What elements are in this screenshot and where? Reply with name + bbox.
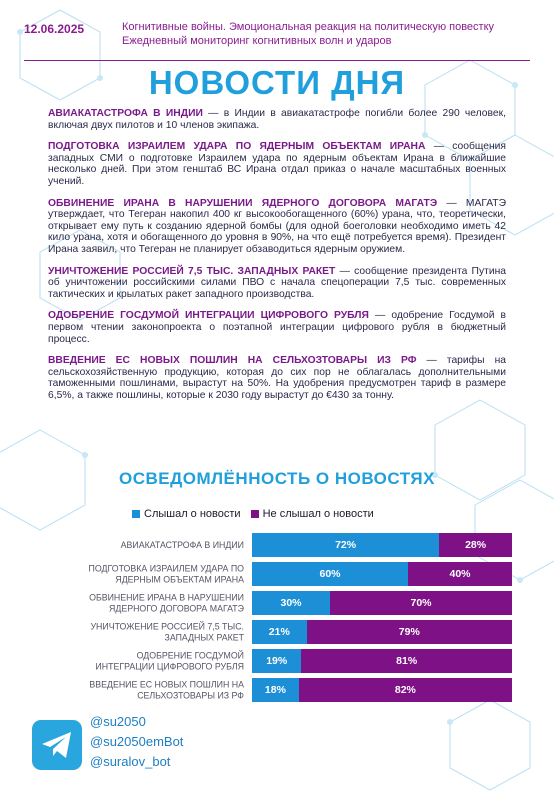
legend-swatch-heard [132, 510, 140, 518]
news-text: — сообщение президента Путина об уничтожении российскими силами ПВО с начала спецоперации 7,5 тыс. современных тактических и крылатых ракет западного производства. [48, 265, 506, 300]
category-label: ВВЕДЕНИЕ ЕС НОВЫХ ПОШЛИН НА СЕЛЬХОЗТОВАРЫ ИЗ РФ [89, 679, 244, 700]
news-item [48, 198, 506, 256]
news-headline: УНИЧТОЖЕНИЕ РОССИЕЙ 7,5 ТЫС. ЗАПАДНЫХ РАКЕТ [48, 265, 336, 277]
bar-segment-heard: 30% [252, 591, 330, 615]
news-headline: ВВЕДЕНИЕ ЕС НОВЫХ ПОШЛИН НА СЕЛЬХОЗТОВАРЫ ИЗ РФ [48, 355, 417, 367]
category-label: УНИЧТОЖЕНИЕ РОССИЕЙ 7,5 ТЫС. ЗАПАДНЫХ РАКЕТ [90, 621, 244, 642]
stacked-bar [252, 591, 512, 615]
chart-legend [132, 508, 374, 520]
news-headline: ПОДГОТОВКА ИЗРАИЛЕМ УДАРА ПО ЯДЕРНЫМ ОБЪЕКТАМ ИРАНА [48, 141, 426, 153]
legend-item-not-heard [251, 508, 374, 520]
news-title: НОВОСТИ ДНЯ [148, 64, 406, 101]
header-subtitle [122, 20, 494, 48]
news-text: — одобрение Госдумой в первом чтении законопроекта о поэтапной интеграции цифрового рубля в бюджетный процесс. [48, 310, 507, 345]
bar-segment-not-heard: 82% [299, 678, 512, 702]
header-divider [24, 60, 530, 61]
chart-row [0, 678, 554, 702]
news-text: — в Индии в авиакатастрофе погибли более 290 человек, включая двух пилотов и 10 членов экипажа. [48, 108, 506, 131]
category-label: ОБВИНЕНИЕ ИРАНА В НАРУШЕНИИ ЯДЕРНОГО ДОГОВОРА МАГАТЭ [89, 592, 244, 613]
stacked-bar [252, 620, 512, 644]
news-item [48, 108, 506, 131]
header-subtitle-line1: Когнитивные войны. Эмоциональная реакция на политическую повестку [122, 21, 495, 33]
news-headline: ОБВИНЕНИЕ ИРАНА В НАРУШЕНИИ ЯДЕРНОГО ДОГОВОРА МАГАТЭ [48, 197, 438, 209]
bar-segment-heard: 60% [252, 562, 408, 586]
chart-row [0, 649, 554, 673]
channel-links [90, 712, 183, 772]
chart-row [0, 533, 554, 557]
category-label: ОДОБРЕНИЕ ГОСДУМОЙ ИНТЕГРАЦИИ ЦИФРОВОГО РУБЛЯ [95, 650, 244, 671]
telegram-icon[interactable] [32, 720, 82, 770]
chart-row [0, 591, 554, 615]
legend-label-heard: Слышал о новости [144, 508, 241, 520]
bar-segment-not-heard: 81% [301, 649, 512, 673]
stacked-bar [252, 533, 512, 557]
bar-segment-not-heard: 40% [408, 562, 512, 586]
news-item [48, 266, 506, 301]
category-label: ПОДГОТОВКА ИЗРАИЛЕМ УДАРА ПО ЯДЕРНЫМ ОБЪЕКТАМ ИРАНА [88, 563, 244, 584]
legend-label-not-heard: Не слышал о новости [262, 508, 374, 520]
news-text: — МАГАТЭ утверждает, что Тегеран накопил 400 кг высокообогащенного (60%) урана, что, теоретически, открывает ему путь к созданию ядерной бомбы (для одной боеголовки необходимо иметь 42 кило урана, хотя и обогащенного до уровня в 90%, на что ещё потребуется время). Президент Ирана заявил, что Тегеран не планирует обзаводиться ядерным оружием. [48, 197, 506, 255]
bar-segment-not-heard: 79% [307, 620, 512, 644]
category-label: АВИАКАТАСТРОФА В ИНДИИ [120, 539, 244, 550]
stacked-bar [252, 562, 512, 586]
legend-swatch-not-heard [251, 510, 259, 518]
news-item [48, 141, 506, 187]
bar-segment-not-heard: 28% [439, 533, 512, 557]
news-headline: АВИАКАТАСТРОФА В ИНДИИ [48, 108, 203, 119]
chart-title: ОСВЕДОМЛЁННОСТЬ О НОВОСТЯХ [119, 469, 435, 488]
news-item [48, 310, 506, 345]
news-headline: ОДОБРЕНИЕ ГОСДУМОЙ ИНТЕГРАЦИИ ЦИФРОВОГО РУБЛЯ [48, 310, 369, 322]
bar-segment-heard: 21% [252, 620, 307, 644]
chart-row [0, 562, 554, 586]
footer-contacts [32, 712, 332, 776]
report-date: 12.06.2025 [24, 22, 85, 36]
news-text: — тарифы на сельскохозяйственную продукцию, которая до сих пор не облагалась дополнительными таможенными пошлинами, вырастут на 50%. На удобрения предусмотрен тариф в размере 6,5%, а также пошлины, которые к 2030 году вырастут до €430 за тонну. [48, 355, 506, 401]
news-list [48, 108, 506, 411]
stacked-bar [252, 649, 512, 673]
bar-segment-not-heard: 70% [330, 591, 512, 615]
stacked-bar [252, 678, 512, 702]
link-su2050[interactable]: @su2050 [90, 714, 146, 729]
link-suralov-bot[interactable]: @suralov_bot [90, 754, 171, 769]
link-su2050embot[interactable]: @su2050emBot [90, 734, 184, 749]
news-text: — сообщения западных СМИ о подготовке Израилем удара по ядерным объектам Ирана в ближайшие несколько дней. При этом генштаб ВС Ирана отдал приказ о начале масштабных военных учений. [48, 141, 506, 187]
header [24, 20, 530, 54]
news-item [48, 355, 506, 401]
header-subtitle-line2: Ежедневный мониторинг когнитивных волн и ударов [122, 35, 392, 47]
bar-segment-heard: 72% [252, 533, 439, 557]
legend-item-heard [132, 508, 241, 520]
chart-row [0, 620, 554, 644]
bar-segment-heard: 18% [252, 678, 299, 702]
bar-segment-heard: 19% [252, 649, 301, 673]
